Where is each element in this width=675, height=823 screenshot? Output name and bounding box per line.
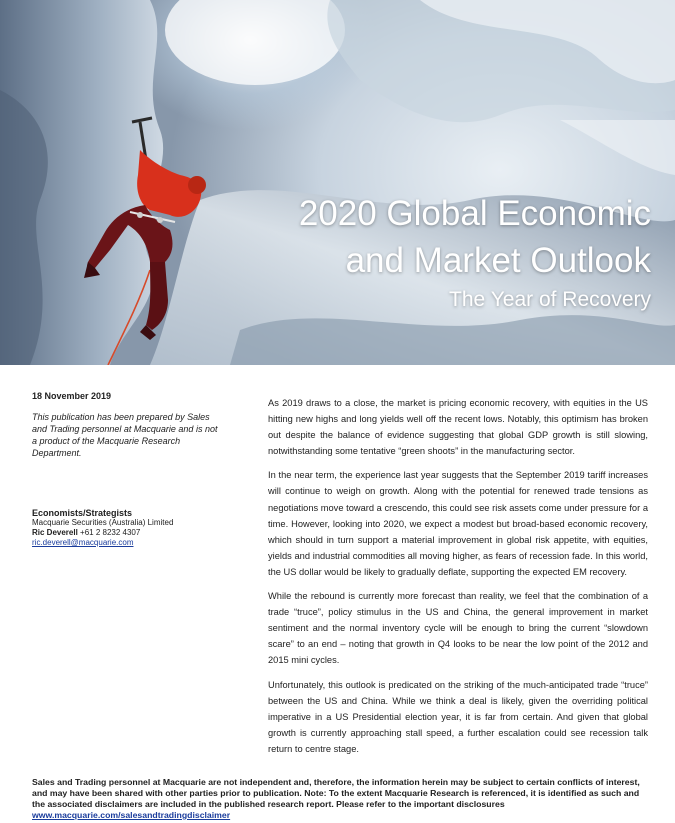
body-paragraph: In the near term, the experience last year suggests that the September 2019 tariff increases will continue to weigh on growth. Along with the potential for renewed trade tensions as negotiations move toward a crescendo, this could see risk assets come under pressure for a time. However, looking into 2020, we expect a modest but broad-based economic recovery, which should in turn support a material improvement in global risk appetite, with equities, yields and industrial commodities all moving higher, as fears of recession fade. In this world, the US dollar would be likely to gradually deflate, supporting the expected EM recovery. [268,470,648,577]
publication-date: 18 November 2019 [32,391,112,401]
sidebar [32,391,222,548]
cover-image [0,0,675,365]
body-paragraph: As 2019 draws to a close, the market is pricing economic recovery, with equities in the US hitting new highs and long yields well off the recent lows. Notably, this optimism has broken out despite the balance of evidence suggesting that global GDP growth is still slowing, notwithstanding some tentative “green shoots” in the manufacturing sector. [268,398,648,457]
disclaimer-link[interactable]: www.macquarie.com/salesandtradingdisclaimer [32,810,231,820]
report-subtitle: The Year of Recovery [449,288,651,311]
company-name: Macquarie Securities (Australia) Limited [32,518,174,527]
report-body [268,395,648,765]
report-title-line-2: and Market Outlook [345,241,651,280]
analyst-contact [32,528,222,538]
footer-notice: Sales and Trading personnel at Macquarie are not independent and, therefore, the information herein may be subject to certain conflicts of interest, and may have been shared with other parties prior to publication. Note: To the extent Macquarie Research is referenced, it is identified as such and the associated disclaimers are included in the published research report. Please refer to the important disclosures [32,777,640,809]
disclaimer-note: This publication has been prepared by Sales and Trading personnel at Macquarie and is not a product of the Macquarie Research Department. [32,412,218,458]
report-title [191,190,651,284]
footer-disclaimer [32,777,647,821]
body-paragraph: While the rebound is currently more forecast than reality, we feel that the combination of a trade “truce”, policy stimulus in the US and China, the general improvement in market sentiment and the normal inventory cycle will be enough to bring the current “slowdown scare” to an end – noting that growth in Q4 looks to be near the low point of the 2012 and 2015 mini cycles. [268,591,648,666]
analyst-name: Ric Deverell [32,528,78,537]
economists-heading: Economists/Strategists [32,508,133,518]
analyst-phone: +61 2 8232 4307 [80,528,141,537]
body-paragraph: Unfortunately, this outlook is predicated on the striking of the much-anticipated trade “truce” between the US and China. While we think a deal is likely, given the overriding political imperative in a US Presidential election year, it is far from certain. And given that global growth is currently approaching stall speed, a further escalation could see recession talk return to centre stage. [268,679,648,754]
analyst-email-link[interactable]: ric.deverell@macquarie.com [32,538,134,547]
report-title-line-1: 2020 Global Economic [298,194,651,233]
